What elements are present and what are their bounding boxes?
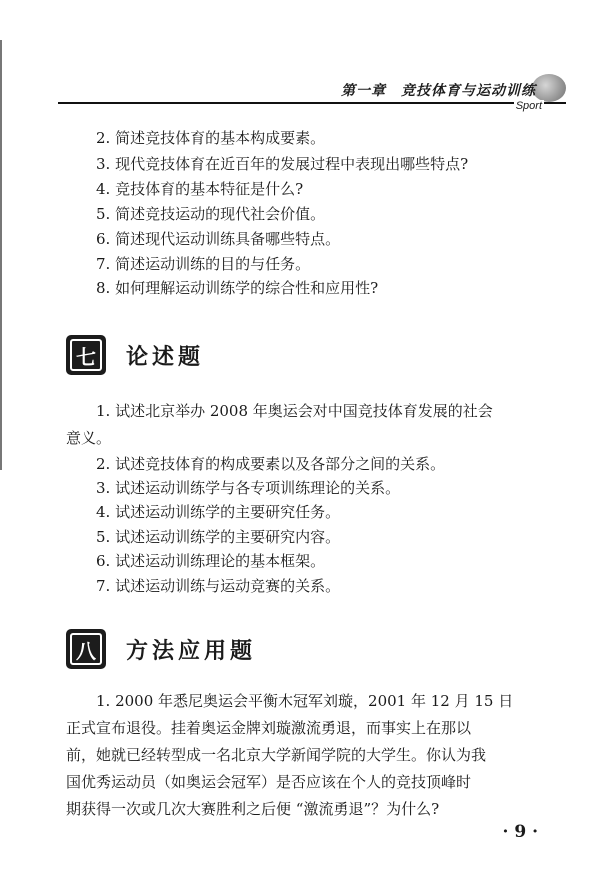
list-item: 6. 试述运动训练理论的基本框架。 — [96, 552, 326, 570]
list-item: 4. 竞技体育的基本特征是什么? — [96, 180, 304, 198]
application-question-1-line-5: 期获得一次或几次大赛胜利之后便 “激流勇退”？为什么? — [66, 800, 440, 818]
application-question-1-line-1: 1. 2000 年悉尼奥运会平衡木冠军刘璇，2001 年 12 月 15 日 — [96, 692, 514, 710]
section-heading-application — [66, 628, 256, 670]
list-item: 2. 试述竞技体育的构成要素以及各部分之间的关系。 — [96, 455, 446, 473]
list-item: 3. 现代竞技体育在近百年的发展过程中表现出哪些特点? — [96, 155, 469, 173]
section-badge — [66, 629, 106, 669]
application-question-1-line-2: 正式宣布退役。挂着奥运金牌刘璇激流勇退，而事实上在那以 — [66, 719, 472, 737]
list-item: 6. 简述现代运动训练具备哪些特点。 — [96, 230, 341, 248]
section-badge-label: 八 — [70, 633, 102, 665]
section-badge — [66, 335, 106, 375]
list-item: 4. 试述运动训练学的主要研究任务。 — [96, 503, 341, 521]
page-number: · 9 · — [502, 822, 538, 842]
header-decoration-icon — [532, 74, 566, 102]
section-heading-essay — [66, 334, 204, 376]
list-item: 7. 简述运动训练的目的与任务。 — [96, 255, 311, 273]
section-badge-label: 七 — [70, 339, 102, 371]
application-question-1-line-3: 前，她就已经转型成一名北京大学新闻学院的大学生。你认为我 — [66, 746, 487, 764]
list-item: 2. 简述竞技体育的基本构成要素。 — [96, 129, 326, 147]
header-subtitle: Sport — [515, 100, 542, 112]
list-item: 5. 试述运动训练学的主要研究内容。 — [96, 528, 341, 546]
section-title: 方法应用题 — [126, 638, 257, 664]
application-question-1-line-4: 国优秀运动员（如奥运会冠军）是否应该在个人的竞技顶峰时 — [66, 773, 472, 791]
header-rule — [58, 102, 566, 104]
running-header — [0, 70, 614, 110]
list-item: 7. 试述运动训练与运动竞赛的关系。 — [96, 577, 341, 595]
essay-question-1-line-1: 1. 试述北京举办 2008 年奥运会对中国竞技体育发展的社会 — [96, 402, 493, 420]
list-item: 3. 试述运动训练学与各专项训练理论的关系。 — [96, 479, 401, 497]
essay-question-1-line-2: 意义。 — [66, 429, 112, 447]
section-title: 论述题 — [126, 344, 205, 370]
list-item: 5. 简述竞技运动的现代社会价值。 — [96, 205, 326, 223]
list-item: 8. 如何理解运动训练学的综合性和应用性? — [96, 279, 379, 297]
chapter-title: 第一章 竞技体育与运动训练 — [341, 83, 536, 99]
